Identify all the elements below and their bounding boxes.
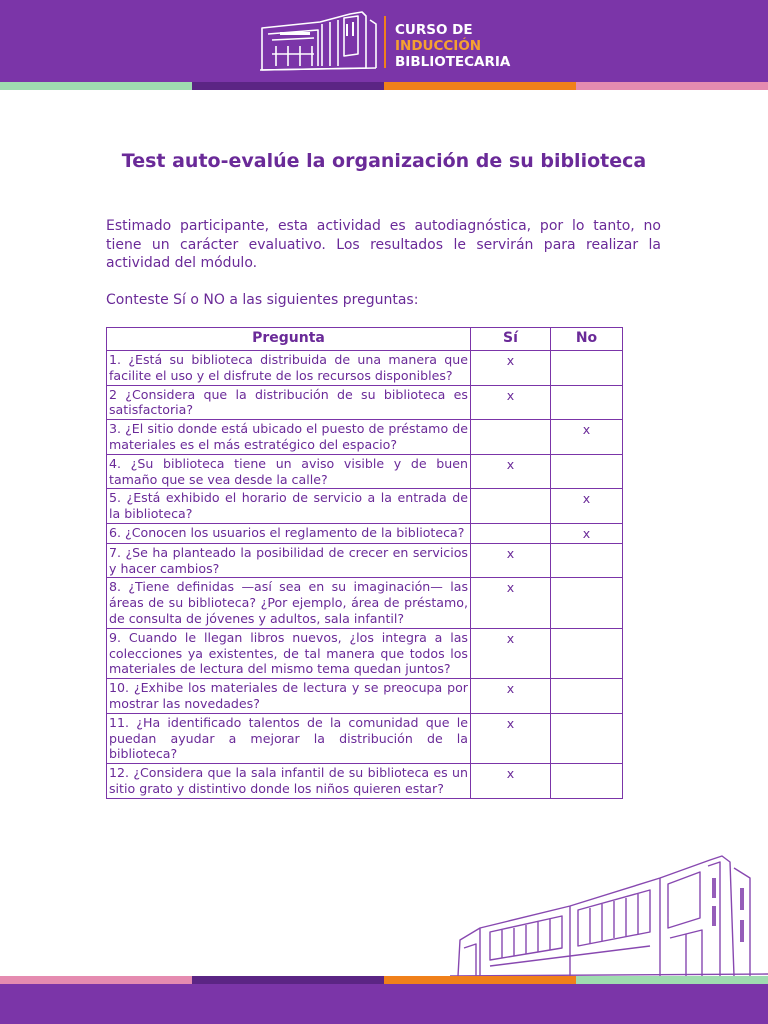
yes-cell: x [471, 351, 551, 386]
yes-cell [471, 523, 551, 543]
no-cell [551, 679, 623, 714]
logo-divider [384, 16, 386, 68]
course-logo [258, 10, 528, 74]
intro-paragraph: Estimado participante, esta actividad es autodiagnóstica, por lo tanto, no tiene un carácter evaluativo. Los resultados le servirán para realizar la actividad del módulo. [106, 218, 661, 271]
table-header-row [107, 328, 623, 351]
yes-cell: x [471, 628, 551, 678]
yes-cell: x [471, 454, 551, 489]
document-title: Test auto-evalúe la organización de su biblioteca [121, 150, 647, 172]
questionnaire-table [106, 327, 623, 799]
question-cell: 8. ¿Tiene definidas —así sea en su imaginación— las áreas de su biblioteca? ¿Por ejemplo, área de préstamo, de consulta de jóvenes y adultos, sala infantil? [107, 578, 471, 628]
question-cell: 5. ¿Está exhibido el horario de servicio a la entrada de la biblioteca? [107, 489, 471, 524]
no-cell [551, 713, 623, 763]
no-cell [551, 385, 623, 420]
table-row [107, 523, 623, 543]
table-row [107, 385, 623, 420]
no-cell [551, 764, 623, 799]
library-building-illustration [450, 848, 768, 978]
yes-cell: x [471, 679, 551, 714]
no-cell: x [551, 489, 623, 524]
footer-color-stripe [0, 976, 768, 984]
table-row [107, 628, 623, 678]
page-footer [0, 984, 768, 1024]
no-cell [551, 454, 623, 489]
no-cell [551, 543, 623, 578]
yes-cell: x [471, 543, 551, 578]
logo-line-2: INDUCCIÓN [395, 38, 482, 54]
question-cell: 11. ¿Ha identificado talentos de la comunidad que le puedan ayudar a mejorar la distribución de la biblioteca? [107, 713, 471, 763]
library-building-icon [258, 10, 382, 74]
table-row [107, 543, 623, 578]
question-cell: 9. Cuando le llegan libros nuevos, ¿los integra a las colecciones ya existentes, de tal manera que todos los materiales de lectura del mismo tema quedan juntos? [107, 628, 471, 678]
table-row [107, 578, 623, 628]
question-cell: 7. ¿Se ha planteado la posibilidad de crecer en servicios y hacer cambios? [107, 543, 471, 578]
no-cell [551, 351, 623, 386]
column-header-no: No [551, 328, 623, 351]
page-header [0, 0, 768, 82]
no-cell: x [551, 523, 623, 543]
column-header-question: Pregunta [107, 328, 471, 351]
no-cell [551, 578, 623, 628]
question-cell: 1. ¿Está su biblioteca distribuida de una manera que facilite el uso y el disfrute de los recursos disponibles? [107, 351, 471, 386]
question-cell: 6. ¿Conocen los usuarios el reglamento de la biblioteca? [107, 523, 471, 543]
question-cell: 10. ¿Exhibe los materiales de lectura y se preocupa por mostrar las novedades? [107, 679, 471, 714]
yes-cell: x [471, 578, 551, 628]
table-row [107, 764, 623, 799]
question-cell: 3. ¿El sitio donde está ubicado el puesto de préstamo de materiales es el más estratégico del espacio? [107, 420, 471, 455]
column-header-yes: Sí [471, 328, 551, 351]
table-row [107, 713, 623, 763]
logo-line-1: CURSO DE [395, 22, 473, 38]
yes-cell: x [471, 385, 551, 420]
yes-cell [471, 420, 551, 455]
logo-line-3: BIBLIOTECARIA [395, 54, 511, 70]
header-color-stripe [0, 82, 768, 90]
table-row [107, 420, 623, 455]
logo-text [395, 22, 510, 70]
yes-cell [471, 489, 551, 524]
table-row [107, 489, 623, 524]
question-cell: 2 ¿Considera que la distribución de su biblioteca es satisfactoria? [107, 385, 471, 420]
table-row [107, 679, 623, 714]
no-cell: x [551, 420, 623, 455]
no-cell [551, 628, 623, 678]
yes-cell: x [471, 764, 551, 799]
question-cell: 4. ¿Su biblioteca tiene un aviso visible y de buen tamaño que se vea desde la calle? [107, 454, 471, 489]
question-cell: 12. ¿Considera que la sala infantil de su biblioteca es un sitio grato y distintivo donde los niños quieren estar? [107, 764, 471, 799]
table-row [107, 454, 623, 489]
yes-cell: x [471, 713, 551, 763]
table-row [107, 351, 623, 386]
instruction-text: Conteste Sí o NO a las siguientes preguntas: [106, 292, 419, 308]
